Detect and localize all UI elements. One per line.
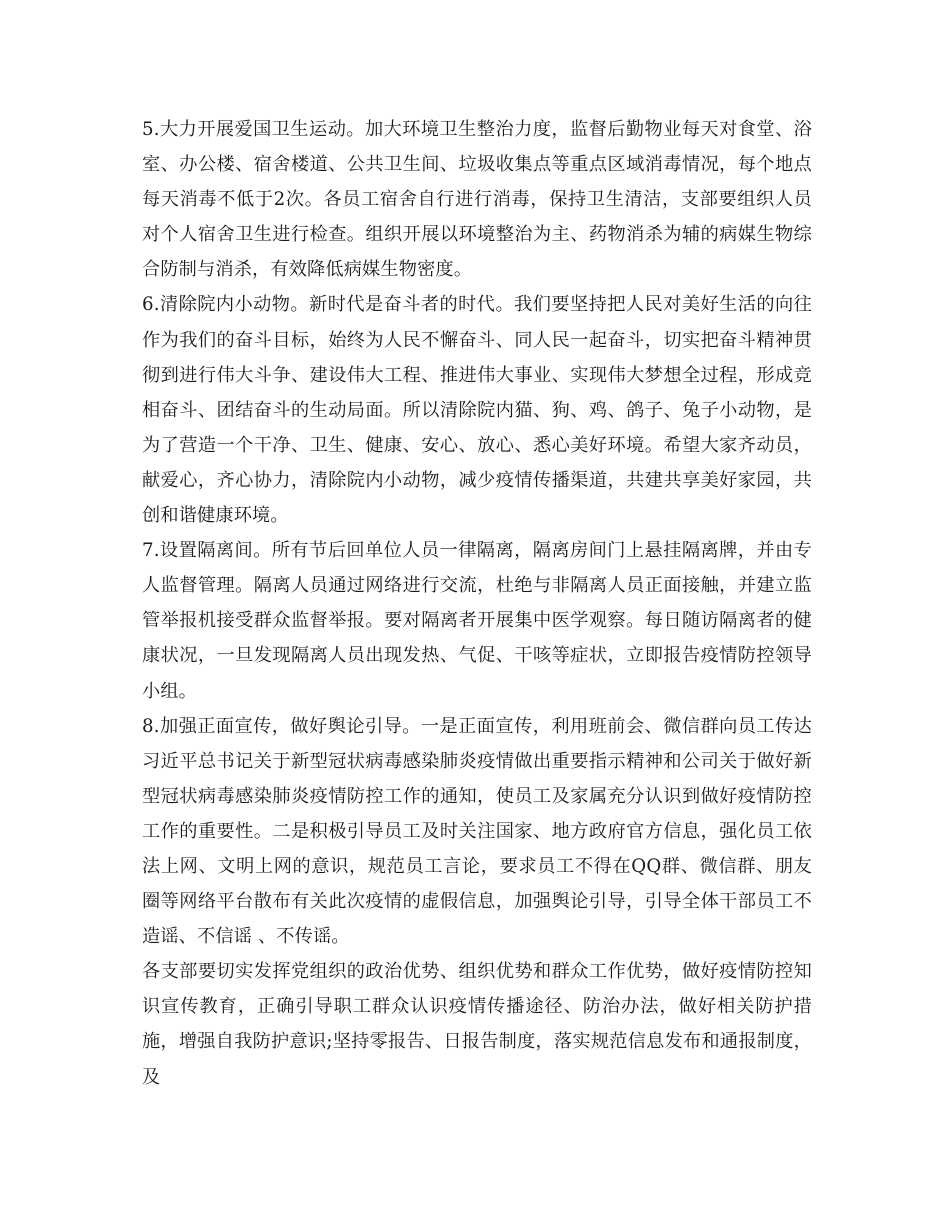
paragraph-item-6-small-animals: 6.清除院内小动物。新时代是奋斗者的时代。我们要坚持把人民对美好生活的向往作为我们的奋斗目标，始终为人民不懈奋斗、同人民一起奋斗，切实把奋斗精神贯彻到进行伟大斗争、建设伟大工程、推进伟大事业、实现伟大梦想全过程，形成竞相奋斗、团结奋斗的生动局面。所以清除院内猫、狗、鸡、鸽子、兔子小动物，是为了营造一个干净、卫生、健康、安心、放心、悉心美好环境。希望大家齐动员，献爱心，齐心协力，清除院内小动物，减少疫情传播渠道，共建共享美好家园，共创和谐健康环境。 <box>142 294 812 527</box>
paragraph-item-8-publicity: 8.加强正面宣传，做好舆论引导。一是正面宣传，利用班前会、微信群向员工传达习近平总书记关于新型冠状病毒感染肺炎疫情做出重要指示精神和公司关于做好新型冠状病毒感染肺炎疫情防控工作的通知，使员工及家属充分认识到做好疫情防控工作的重要性。二是积极引导员工及时关注国家、地方政府官方信息，强化员工依法上网、文明上网的意识，规范员工言论，要求员工不得在QQ群、微信群、朋友圈等网络平台散布有关此次疫情的虚假信息，加强舆论引导，引导全体干部员工不造谣、不信谣 、不传谣。 <box>142 715 812 948</box>
document-body <box>142 112 812 1095</box>
paragraph-item-7-isolation-room: 7.设置隔离间。所有节后回单位人员一律隔离，隔离房间门上悬挂隔离牌，并由专人监督管理。隔离人员通过网络进行交流，杜绝与非隔离人员正面接触，并建立监管举报机接受群众监督举报。要对隔离者开展集中医学观察。每日随访隔离者的健康状况，一旦发现隔离人员出现发热、气促、干咳等症状，立即报告疫情防控领导小组。 <box>142 540 812 702</box>
paragraph-branch-duties: 各支部要切实发挥党组织的政治优势、组织优势和群众工作优势，做好疫情防控知识宣传教育，正确引导职工群众认识疫情传播途径、防治办法，做好相关防护措施，增强自我防护意识;坚持零报告、日报告制度，落实规范信息发布和通报制度，及 <box>142 961 812 1088</box>
paragraph-item-5-sanitation: 5.大力开展爱国卫生运动。加大环境卫生整治力度，监督后勤物业每天对食堂、浴室、办公楼、宿舍楼道、公共卫生间、垃圾收集点等重点区域消毒情况，每个地点每天消毒不低于2次。各员工宿舍自行进行消毒，保持卫生清洁，支部要组织人员对个人宿舍卫生进行检查。组织开展以环境整治为主、药物消杀为辅的病媒生物综合防制与消杀，有效降低病媒生物密度。 <box>142 119 812 281</box>
